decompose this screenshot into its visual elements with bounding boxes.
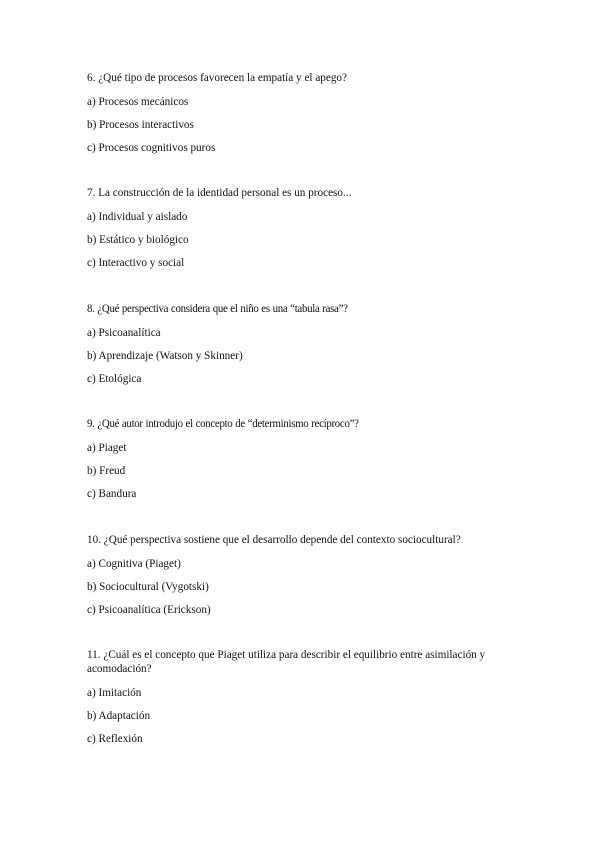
- question-text: 10. ¿Qué perspectiva sostiene que el desarrollo depende del contexto sociocultural?: [87, 534, 461, 546]
- option-b: b) Adaptación: [87, 709, 151, 722]
- option-c: c) Bandura: [87, 488, 137, 501]
- option-a: a) Individual y aislado: [87, 210, 188, 223]
- question-text: 11. ¿Cuál es el concepto que Piaget utiliza para describir el equilibrio entre asimilación y acomodación?: [87, 649, 486, 675]
- question-7: [87, 186, 527, 279]
- question-6: [87, 71, 527, 164]
- question-text: 8. ¿Qué perspectiva considera que el niño es una “tabula rasa”?: [87, 303, 348, 315]
- option-b: b) Freud: [87, 464, 126, 477]
- option-b: b) Procesos interactivos: [87, 118, 194, 131]
- option-a: a) Procesos mecánicos: [87, 95, 189, 108]
- question-text: 7. La construcción de la identidad personal es un proceso...: [87, 187, 352, 199]
- option-b: b) Aprendizaje (Watson y Skinner): [87, 349, 243, 362]
- question-10: [87, 533, 527, 626]
- option-c: c) Interactivo y social: [87, 257, 185, 270]
- question-9: [87, 417, 527, 510]
- option-c: c) Etológica: [87, 373, 142, 386]
- option-a: a) Cognitiva (Piaget): [87, 557, 181, 570]
- option-c: c) Procesos cognitivos puros: [87, 142, 216, 155]
- option-b: b) Estático y biológico: [87, 233, 189, 246]
- option-a: a) Piaget: [87, 441, 127, 454]
- question-text: 6. ¿Qué tipo de procesos favorecen la empatía y el apego?: [87, 72, 347, 84]
- option-c: c) Psicoanalítica (Erickson): [87, 604, 211, 617]
- question-11: [87, 648, 527, 755]
- option-a: a) Psicoanalítica: [87, 326, 161, 339]
- question-8: [87, 302, 527, 395]
- question-text: 9. ¿Qué autor introdujo el concepto de “determinismo recíproco”?: [87, 418, 359, 430]
- option-b: b) Sociocultural (Vygotski): [87, 580, 209, 593]
- option-c: c) Reflexión: [87, 733, 143, 746]
- option-a: a) Imitación: [87, 686, 142, 699]
